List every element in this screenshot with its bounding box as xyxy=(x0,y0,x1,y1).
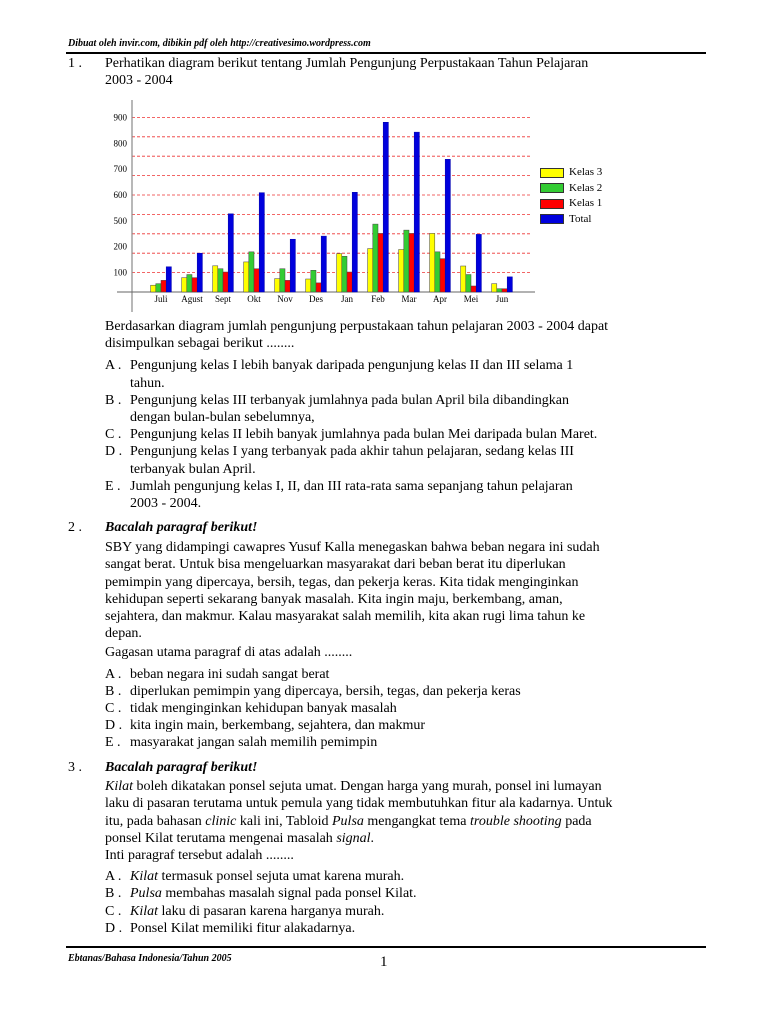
option-letter: B . xyxy=(105,392,122,408)
bar-kelas-2 xyxy=(187,275,192,292)
text-line: Perhatikan diagram berikut tentang Jumlah Pengunjung Perpustakaan Tahun Pelajaran xyxy=(105,56,589,71)
bar-total xyxy=(321,236,326,292)
q2-option-c[interactable] xyxy=(105,700,705,717)
option-text: Ponsel Kilat memiliki fitur alakadarnya. xyxy=(130,920,356,936)
option-text: termasuk ponsel sejuta umat karena murah. xyxy=(158,869,405,885)
option-letter: C . xyxy=(105,427,122,443)
bar-kelas-2 xyxy=(156,284,161,292)
bar-total xyxy=(166,267,171,292)
option-text-italic: Pulsa xyxy=(130,886,162,902)
y-tick-label: 200 xyxy=(113,241,127,252)
option-text: Pengunjung kelas II lebih banyak jumlahnya pada bulan Mei daripada bulan Maret. xyxy=(130,427,598,443)
legend-item xyxy=(540,181,602,197)
option-text-italic: Kilat xyxy=(130,903,159,919)
q2-option-e[interactable] xyxy=(105,734,705,751)
y-tick-label: 500 xyxy=(113,215,127,226)
text-italic: clinic xyxy=(205,813,237,829)
option-letter: E . xyxy=(105,478,121,494)
bar-kelas-3 xyxy=(399,250,404,292)
option-letter: A . xyxy=(105,666,122,682)
option-text: Jumlah pengunjung kelas I, II, dan III rata-rata sama sepanjang tahun pelajaran xyxy=(130,478,573,494)
x-tick-label: Jan xyxy=(341,294,353,304)
text-segment: pada xyxy=(561,813,592,829)
option-text: Pengunjung kelas III terbanyak jumlahnya pada bulan April bila dibandingkan xyxy=(130,392,569,408)
text-line: sejahtera, dan makmur. Kalau masyarakat salah memilih, kita akan rugi lima tahun ke xyxy=(105,609,586,625)
legend-item xyxy=(540,196,602,212)
bar-kelas-3 xyxy=(430,233,435,292)
option-letter: A . xyxy=(105,869,122,885)
y-tick-label: 900 xyxy=(113,112,127,123)
bar-kelas-1 xyxy=(409,233,414,292)
bar-kelas-2 xyxy=(497,289,502,292)
bar-kelas-3 xyxy=(151,285,156,292)
text-line: kehidupan seperti sekarang banyak masalah. Kita ingin maju, berkembang, aman, xyxy=(105,591,563,607)
footer-rule xyxy=(66,946,706,948)
q3-number: 3 . xyxy=(68,760,82,775)
text-line xyxy=(105,778,705,795)
option-letter: C . xyxy=(105,701,122,717)
bar-kelas-1 xyxy=(223,272,228,292)
x-tick-label: Sept xyxy=(214,294,232,304)
legend-item xyxy=(540,165,602,181)
legend-item xyxy=(540,212,602,228)
option-text: kita ingin main, berkembang, sejahtera, dan makmur xyxy=(130,718,426,734)
option-text: tahun. xyxy=(130,375,165,391)
x-tick-label: Des xyxy=(309,294,323,304)
bar-total xyxy=(259,193,264,292)
text-segment: itu, pada bahasan xyxy=(105,813,206,829)
legend-swatch xyxy=(540,183,564,193)
text-line: pemimpin yang dipercaya, bersih, tegas, dan pekerja keras. Kita tidak menginginkan xyxy=(105,574,579,590)
bar-kelas-3 xyxy=(492,284,497,292)
bar-total xyxy=(383,122,388,292)
x-tick-label: Mar xyxy=(401,294,417,304)
option-text: Pengunjung kelas I yang terbanyak pada akhir tahun pelajaran, sedang kelas III xyxy=(130,444,574,460)
q2-option-b[interactable] xyxy=(105,683,705,700)
bar-kelas-1 xyxy=(192,278,197,292)
bar-kelas-3 xyxy=(337,254,342,292)
text-segment: mengangkat tema xyxy=(363,813,471,829)
text-line: 2003 - 2004 xyxy=(105,73,173,89)
q3-question: Inti paragraf tersebut adalah ........ xyxy=(105,848,294,864)
bar-kelas-2 xyxy=(466,275,471,292)
y-tick-label: 100 xyxy=(113,267,127,278)
q1-option-a[interactable] xyxy=(105,357,705,391)
option-letter: C . xyxy=(105,903,122,919)
text-segment: boleh dikatakan ponsel sejuta umat. Dengan harga yang murah, ponsel ini lumayan xyxy=(133,779,602,795)
bar-kelas-1 xyxy=(285,280,290,292)
option-text: masyarakat jangan salah memilih pemimpin xyxy=(130,735,378,751)
legend-swatch xyxy=(540,199,564,209)
q3-option-b[interactable] xyxy=(105,885,705,902)
option-text: terbanyak bulan April. xyxy=(130,461,256,477)
x-tick-label: Apr xyxy=(433,294,447,304)
bar-total xyxy=(352,192,357,292)
bar-kelas-2 xyxy=(280,269,285,292)
bar-kelas-1 xyxy=(378,233,383,292)
bar-total xyxy=(228,214,233,292)
bar-chart xyxy=(105,100,535,315)
q2-body xyxy=(105,519,705,752)
x-tick-label: Nov xyxy=(277,294,293,304)
option-text: membahas masalah signal pada ponsel Kilat. xyxy=(161,886,417,902)
x-tick-label: Jun xyxy=(495,294,509,304)
bar-kelas-2 xyxy=(249,252,254,292)
header-rule xyxy=(66,52,706,54)
text-line: Berdasarkan diagram jumlah pengunjung perpustakaan tahun pelajaran 2003 - 2004 dapat xyxy=(105,319,609,334)
page-number: 1 xyxy=(380,954,388,970)
option-letter: B . xyxy=(105,683,122,699)
bar-kelas-2 xyxy=(218,269,223,292)
q1-prompt xyxy=(105,55,705,89)
q1-option-b[interactable] xyxy=(105,392,705,426)
bar-kelas-3 xyxy=(461,266,466,292)
bar-kelas-1 xyxy=(254,269,259,292)
legend-label: Kelas 3 xyxy=(569,166,603,178)
bar-kelas-1 xyxy=(440,259,445,292)
bar-kelas-1 xyxy=(471,286,476,292)
q1-option-e[interactable] xyxy=(105,478,705,512)
option-text: diperlukan pemimpin yang dipercaya, bersih, tegas, dan pekerja keras xyxy=(130,683,521,699)
option-letter: A . xyxy=(105,358,122,374)
y-tick-label: 600 xyxy=(113,190,127,200)
q3-option-a[interactable] xyxy=(105,868,705,885)
y-tick-label: 800 xyxy=(113,138,127,149)
q1-option-c[interactable] xyxy=(105,426,705,443)
text-line: laku di pasaran terutama untuk pemula yang tidak membutuhkan fitur ala kadarnya. Untuk xyxy=(105,796,613,812)
option-text: tidak menginginkan kehidupan banyak masalah xyxy=(130,701,397,717)
bar-kelas-3 xyxy=(275,279,280,292)
bar-kelas-3 xyxy=(244,262,249,292)
bar-kelas-2 xyxy=(435,252,440,292)
q2-question: Gagasan utama paragraf di atas adalah ........ xyxy=(105,645,353,661)
bar-total xyxy=(445,159,450,292)
bar-kelas-1 xyxy=(502,289,507,292)
bar-kelas-1 xyxy=(316,283,321,292)
text-line: depan. xyxy=(105,626,142,642)
option-letter: D . xyxy=(105,920,123,936)
option-text: dengan bulan-bulan sebelumnya, xyxy=(130,410,315,426)
q1-option-d[interactable] xyxy=(105,443,705,477)
bar-kelas-2 xyxy=(342,256,347,292)
text-segment: . xyxy=(370,830,375,846)
bar-total xyxy=(197,253,202,292)
option-text: Pengunjung kelas I lebih banyak daripada pengunjung kelas II dan III selama 1 xyxy=(130,358,574,374)
q1-body xyxy=(105,318,705,512)
bar-kelas-3 xyxy=(182,278,187,292)
bar-kelas-2 xyxy=(373,224,378,292)
legend-swatch xyxy=(540,168,564,178)
bar-kelas-1 xyxy=(347,272,352,292)
option-text-italic: Kilat xyxy=(130,869,159,885)
legend-label: Kelas 1 xyxy=(569,197,603,209)
x-tick-label: Feb xyxy=(371,294,385,304)
q2-option-a[interactable] xyxy=(105,666,705,683)
option-letter: D . xyxy=(105,444,123,460)
option-text: 2003 - 2004. xyxy=(130,496,202,512)
text-line: disimpulkan sebagai berikut ........ xyxy=(105,336,295,352)
x-tick-label: Okt xyxy=(247,294,261,304)
x-tick-label: Agust xyxy=(181,294,203,304)
option-letter: D . xyxy=(105,718,123,734)
text-italic: signal xyxy=(336,830,371,846)
option-letter: E . xyxy=(105,735,121,751)
q3-option-d[interactable] xyxy=(105,920,705,937)
q1-number: 1 . xyxy=(68,56,82,71)
page-header: Dibuat oleh invir.com, dibikin pdf oleh http://creativesimo.wordpress.com xyxy=(68,38,371,49)
text-italic: Kilat xyxy=(105,779,134,795)
x-tick-label: Juli xyxy=(154,294,168,304)
bar-kelas-3 xyxy=(368,249,373,292)
y-tick-label: 700 xyxy=(113,164,127,175)
page-footer: Ebtanas/Bahasa Indonesia/Tahun 2005 xyxy=(68,953,232,964)
text-line: sangat berat. Untuk bisa mengeluarkan masyarakat dari beban berat itu diperlukan xyxy=(105,557,566,573)
bar-kelas-1 xyxy=(161,280,166,292)
bar-total xyxy=(290,239,295,292)
bar-kelas-3 xyxy=(213,266,218,292)
legend-label: Kelas 2 xyxy=(569,181,603,194)
text-line xyxy=(105,830,705,847)
bar-total xyxy=(414,132,419,292)
q3-body xyxy=(105,759,705,937)
chart-legend xyxy=(540,165,602,227)
bar-total xyxy=(507,277,512,292)
option-letter: B . xyxy=(105,886,122,902)
q3-option-c[interactable] xyxy=(105,903,705,920)
bar-kelas-2 xyxy=(311,270,316,292)
text-italic: trouble shooting xyxy=(470,813,562,829)
text-line: SBY yang didampingi cawapres Yusuf Kalla menegaskan bahwa beban negara ini sudah xyxy=(105,540,600,556)
x-tick-label: Mei xyxy=(463,294,479,304)
option-text: laku di pasaran karena harganya murah. xyxy=(158,903,385,919)
q2-number: 2 . xyxy=(68,520,82,535)
option-text: beban negara ini sudah sangat berat xyxy=(130,666,330,682)
legend-swatch xyxy=(540,214,564,224)
q2-option-d[interactable] xyxy=(105,717,705,734)
text-segment: kali ini, Tabloid xyxy=(236,813,332,829)
text-segment: ponsel Kilat terutama mengenai masalah xyxy=(105,830,337,846)
q2-title: Bacalah paragraf berikut! xyxy=(105,520,258,535)
bar-total xyxy=(476,234,481,292)
text-italic: Pulsa xyxy=(332,813,364,829)
text-line xyxy=(105,813,705,830)
q3-title: Bacalah paragraf berikut! xyxy=(105,760,258,775)
bar-kelas-3 xyxy=(306,279,311,292)
legend-label: Total xyxy=(569,212,592,225)
bar-kelas-2 xyxy=(404,230,409,292)
